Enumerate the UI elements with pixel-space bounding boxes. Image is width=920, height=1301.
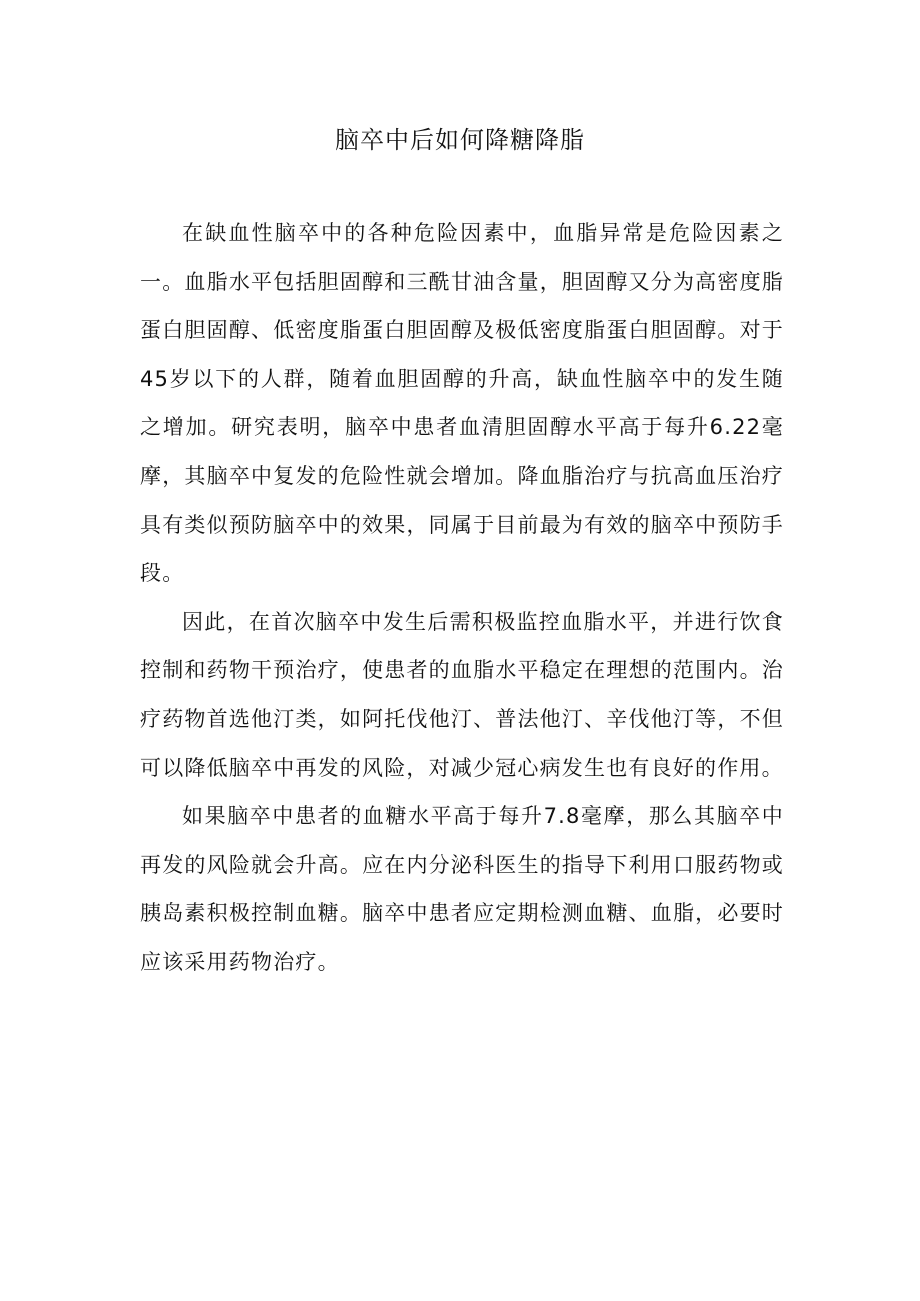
document-body [140, 209, 784, 987]
document-title: 脑卒中后如何降糖降脂 [335, 126, 585, 154]
paragraph-lipid-control: 因此，在首次脑卒中发生后需积极监控血脂水平，并进行饮食控制和药物干预治疗，使患者的血脂水平稳定在理想的范围内。治疗药物首选他汀类，如阿托伐他汀、普法他汀、辛伐他汀等，不但可以降低脑卒中再发的风险，对减少冠心病发生也有良好的作用。 [140, 609, 784, 780]
paragraph-lipids-risk: 在缺血性脑卒中的各种危险因素中，血脂异常是危险因素之一。血脂水平包括胆固醇和三酰甘油含量，胆固醇又分为高密度脂蛋白胆固醇、低密度脂蛋白胆固醇及极低密度脂蛋白胆固醇。对于45岁以下的人群，随着血胆固醇的升高，缺血性脑卒中的发生随之增加。研究表明，脑卒中患者血清胆固醇水平高于每升6.22毫摩，其脑卒中复发的危险性就会增加。降血脂治疗与抗高血压治疗具有类似预防脑卒中的效果，同属于目前最为有效的脑卒中预防手段。 [140, 221, 784, 586]
paragraph-glucose-control: 如果脑卒中患者的血糖水平高于每升7.8毫摩，那么其脑卒中再发的风险就会升高。应在内分泌科医生的指导下利用口服药物或胰岛素积极控制血糖。脑卒中患者应定期检测血糖、血脂，必要时应该采用药物治疗。 [140, 804, 784, 974]
